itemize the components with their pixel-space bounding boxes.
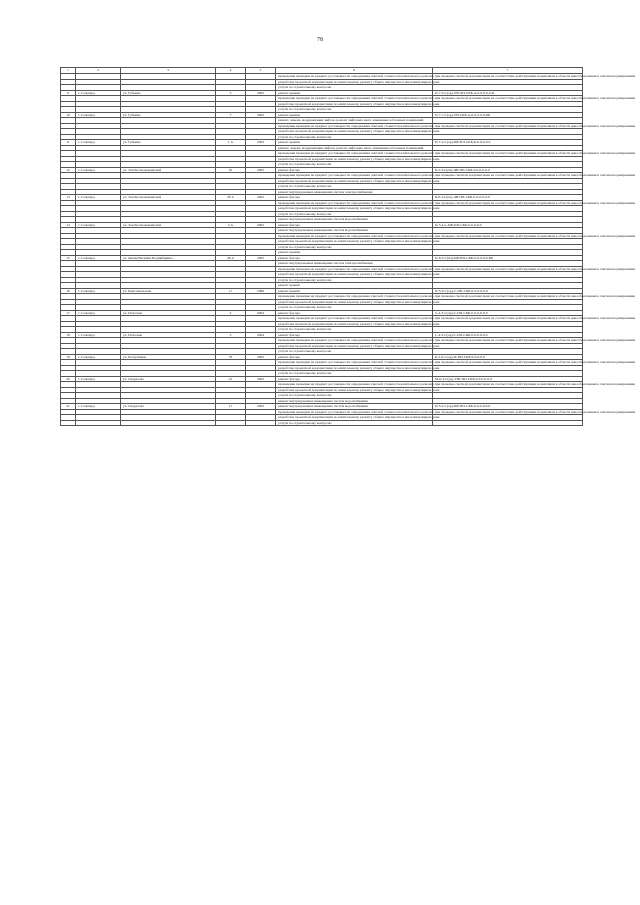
city-cell: г. Салехард <box>76 255 121 261</box>
building-code-cell: С-4-3-С(ор)-С-ПП-СКБ-0-0-0-0-0-0 <box>433 310 583 316</box>
work-type-cell: услуги по строительному контролю <box>276 277 433 283</box>
work-type-cell: ремонт фасада <box>276 255 433 261</box>
building-code-cell: К-5-6-С(ор)-Ф-ПП-СКБ-0-0-0-0-0 <box>433 354 583 360</box>
work-type-cell: услуги по строительному контролю <box>276 420 433 426</box>
work-type-cell: проведение проверки на предмет достоверности определения сметной стоимости капитального ремонта при проверке сметной документации на соответствие действующим нормативам в области ценообразования в сметном нормировании <box>276 382 433 388</box>
work-type-cell: услуги по строительному контролю <box>276 85 433 91</box>
house-cell: 2 <box>216 310 246 316</box>
work-type-cell: разработка проектной документации по капитальному ремонту общего имущества в многоквартирном доме <box>276 415 433 421</box>
row-number-cell: 17 <box>61 310 76 316</box>
building-code-cell: М-6-4-С(ор)-УШ-ПП-СКБ-0-0-0-0-0-0 <box>433 376 583 382</box>
work-type-cell: ремонт крыши <box>276 140 433 146</box>
work-type-cell: разработка проектной документации по капитальному ремонту общего имущества в многоквартирном доме <box>276 299 433 305</box>
row-number-cell: 10 <box>61 112 76 118</box>
work-type-cell: проведение проверки на предмет достоверности определения сметной стоимости капитального ремонта при проверке сметной документации на соответствие действующим нормативам в области ценообразования в сметном нормировании <box>276 151 433 157</box>
work-type-cell: разработка проектной документации по капитальному ремонту общего имущества в многоквартирном доме <box>276 365 433 371</box>
row-number-cell: 13 <box>61 195 76 201</box>
work-type-cell: ремонт фасада <box>276 376 433 382</box>
building-code-cell: С-4-3-С(ор)-С-ПП-СКБ-0-0-0-0-0-0 <box>433 332 583 338</box>
work-type-cell: ремонт фасада <box>276 332 433 338</box>
house-cell: 3 <box>216 332 246 338</box>
work-type-cell: разработка проектной документации по капитальному ремонту общего имущества в многоквартирном доме <box>276 321 433 327</box>
work-type-cell: услуги по строительному контролю <box>276 305 433 311</box>
column-header: 6 <box>276 68 433 74</box>
year-cell: 1999 <box>246 288 276 294</box>
year-cell: 2002 <box>246 222 276 228</box>
city-cell: г. Салехард <box>76 112 121 118</box>
work-type-cell: ремонт крыши <box>276 288 433 294</box>
year-cell: 2002 <box>246 376 276 382</box>
work-type-cell: ремонт внутридомовых инженерных систем водоснабжения <box>276 228 433 234</box>
work-type-cell: ремонт фасада <box>276 222 433 228</box>
work-type-cell: разработка проектной документации по капитальному ремонту общего имущества в многоквартирном доме <box>276 239 433 245</box>
year-cell: 2002 <box>246 167 276 173</box>
work-type-cell: ремонт фасада <box>276 167 433 173</box>
work-type-cell: услуги по строительному контролю <box>276 134 433 140</box>
work-type-cell: разработка проектной документации по капитальному ремонту общего имущества в многоквартирном доме <box>276 272 433 278</box>
house-cell: 45 <box>216 167 246 173</box>
city-cell: г. Салехард <box>76 288 121 294</box>
year-cell: 2002 <box>246 255 276 261</box>
work-type-cell: ремонт фасада <box>276 195 433 201</box>
city-cell: г. Салехард <box>76 404 121 410</box>
row-number-cell: 12 <box>61 167 76 173</box>
city-cell: г. Салехард <box>76 167 121 173</box>
city-cell: г. Салехард <box>76 310 121 316</box>
building-code-cell: П-7-5-С(ор)-УВ-ЛП-СКБ-А-0-0-0-0-0-К <box>433 90 583 96</box>
work-type-cell: услуги по строительному контролю <box>276 349 433 355</box>
work-type-cell: ремонт, замена, модернизация лифтов, ремонт лифтовых шахт, машинных и блочных помещений <box>276 145 433 151</box>
street-cell: ул. Зои Космодемьянской <box>121 195 216 201</box>
work-type-cell: проведение проверки на предмет достоверности определения сметной стоимости капитального ремонта при проверке сметной документации на соответствие действующим нормативам в области ценообразования в сметном нормировании <box>276 233 433 239</box>
work-type-cell: разработка проектной документации по капитальному ремонту общего имущества в многоквартирном доме <box>276 387 433 393</box>
empty-cell <box>216 420 246 426</box>
column-header: 4 <box>216 68 246 74</box>
house-cell: 5 А <box>216 222 246 228</box>
street-cell: ул. Зои Космодемьянской <box>121 167 216 173</box>
work-type-cell: ремонт фасада <box>276 310 433 316</box>
work-type-cell: проведение проверки на предмет достоверности определения сметной стоимости капитального ремонта при проверке сметной документации на соответствие действующим нормативам в области ценообразования в сметном нормировании <box>276 200 433 206</box>
page-number: 78 <box>317 37 323 43</box>
work-type-cell: проведение проверки на предмет достоверности определения сметной стоимости капитального ремонта при проверке сметной документации на соответствие действующим нормативам в области ценообразования в сметном нормировании <box>276 338 433 344</box>
house-cell: 41 <box>216 376 246 382</box>
street-cell: ул. Зои Космодемьянской <box>121 222 216 228</box>
row-number-cell: 9 <box>61 90 76 96</box>
work-type-cell: услуги по строительному контролю <box>276 393 433 399</box>
column-header: 3 <box>121 68 216 74</box>
city-cell: г. Салехард <box>76 332 121 338</box>
building-code-cell: Б-6-3-С(пч)-ДВ-ПП-СКБ-0-0-0-0-0-0 <box>433 195 583 201</box>
house-cell: 17 <box>216 288 246 294</box>
work-type-cell: проведение проверки на предмет достоверности определения сметной стоимости капитального ремонта при проверке сметной документации на соответствие действующим нормативам в области ценообразования в сметном нормировании <box>276 123 433 129</box>
row-number-cell: 19 <box>61 354 76 360</box>
house-cell: 5 <box>216 90 246 96</box>
work-type-cell: проведение проверки на предмет достоверности определения сметной стоимости капитального ремонта при проверке сметной документации на соответствие действующим нормативам в области ценообразования в сметном нормировании <box>276 294 433 300</box>
city-cell: г. Салехард <box>76 195 121 201</box>
work-type-cell: разработка проектной документации по капитальному ремонту общего имущества в многоквартирном доме <box>276 343 433 349</box>
building-code-cell: Б-5-3-С(пч)-ЦВ-ПП-СКБ-0-0-0-0-0-0 <box>433 167 583 173</box>
work-type-cell: проведение проверки на предмет достоверности определения сметной стоимости капитального ремонта при проверке сметной документации на соответствие действующим нормативам в области ценообразования в сметном нормировании <box>276 409 433 415</box>
year-cell: 2004 <box>246 310 276 316</box>
work-type-cell: разработка проектной документации по капитальному ремонту общего имущества в многоквартирном доме <box>276 206 433 212</box>
street-cell: ул. Губкина <box>121 112 216 118</box>
street-cell: ул. Губкина <box>121 140 216 146</box>
work-type-cell: разработка проектной документации по капитальному ремонту общего имущества в многоквартирном доме <box>276 129 433 135</box>
building-code-cell: П-5-4-С-ЦВ-ПП-СКБ-0-0-0-0-0 <box>433 222 583 228</box>
building-code-cell: П-7-2-С(ор)-ЦВ-ПЛ-СКБ-Б-0-0-0-0-0 <box>433 140 583 146</box>
work-type-cell: проведение проверки на предмет достоверности определения сметной стоимости капитального ремонта при проверке сметной документации на соответствие действующим нормативам в области ценообразования в сметном нормировании <box>276 74 433 80</box>
work-type-cell: услуги по строительному контролю <box>276 107 433 113</box>
house-cell: 76 <box>216 354 246 360</box>
work-type-cell: ремонт фасада <box>276 354 433 360</box>
street-cell: ул. имени Василия Подшибякина <box>121 255 216 261</box>
work-type-cell: разработка проектной документации по капитальному ремонту общего имущества в многоквартирном доме <box>276 101 433 107</box>
city-cell: г. Салехард <box>76 376 121 382</box>
work-type-cell: услуги по строительному контролю <box>276 211 433 217</box>
empty-cell <box>433 420 583 426</box>
house-cell: 17 <box>216 404 246 410</box>
work-type-cell: ремонт крыши <box>276 250 433 256</box>
year-cell: 2002 <box>246 404 276 410</box>
column-header: 2 <box>76 68 121 74</box>
house-cell: 1 А <box>216 140 246 146</box>
column-header: 1 <box>61 68 76 74</box>
work-type-cell: проведение проверки на предмет достоверности определения сметной стоимости капитального ремонта при проверке сметной документации на соответствие действующим нормативам в области ценообразования в сметном нормировании <box>276 360 433 366</box>
column-header: 5 <box>246 68 276 74</box>
work-type-cell: проведение проверки на предмет достоверности определения сметной стоимости капитального ремонта при проверке сметной документации на соответствие действующим нормативам в области ценообразования в сметном нормировании <box>276 173 433 179</box>
house-cell: 39 А <box>216 195 246 201</box>
row-number-cell: 15 <box>61 255 76 261</box>
city-cell: г. Салехард <box>76 140 121 146</box>
building-code-cell: П-5-2-С(ор)-ЦВ-ПП-СКБ-0-0-0-0-0-0 <box>433 404 583 410</box>
work-type-cell: услуги по строительному контролю <box>276 327 433 333</box>
work-type-cell: ремонт внутридомовых инженерных систем электроснабжения <box>276 261 433 267</box>
street-cell: ул. Республики <box>121 354 216 360</box>
work-type-cell: ремонт внутридомовых инженерных систем водоснабжения <box>276 217 433 223</box>
building-code-cell: П-6-5-С(пч)-ЦВ-ПП-СКБ-0-0-0-0-0-КБ <box>433 255 583 261</box>
work-type-cell: услуги по строительному контролю <box>276 244 433 250</box>
building-code-cell: П-5-3-С(ор)-С-ПП-СКБ-0-0-0-0-0-0 <box>433 288 583 294</box>
empty-cell <box>76 420 121 426</box>
work-type-cell: ремонт внутридомовых инженерных систем водоснабжения <box>276 398 433 404</box>
empty-cell <box>61 420 76 426</box>
empty-cell <box>246 420 276 426</box>
work-type-cell: проведение проверки на предмет достоверности определения сметной стоимости капитального ремонта при проверке сметной документации на соответствие действующим нормативам в области ценообразования в сметном нормировании <box>276 96 433 102</box>
building-code-cell: П-7-7-С(ор)-УВ-СКБ-А-0-0-0-0-0-КБ <box>433 112 583 118</box>
table-row <box>61 420 583 426</box>
work-type-cell: разработка проектной документации по капитальному ремонту общего имущества в многоквартирном доме <box>276 178 433 184</box>
work-type-cell: ремонт, замена, модернизация лифтов, ремонт лифтовых шахт, машинных и блочных помещений <box>276 118 433 124</box>
work-type-cell: услуги по строительному контролю <box>276 162 433 168</box>
capital-repair-table <box>60 67 636 426</box>
street-cell: ул. Свердлова <box>121 376 216 382</box>
row-number-cell: 18 <box>61 332 76 338</box>
house-cell: 7 <box>216 112 246 118</box>
street-cell: ул. Комсомольская <box>121 288 216 294</box>
year-cell: 2002 <box>246 354 276 360</box>
work-type-cell: ремонт крыши <box>276 90 433 96</box>
year-cell: 2004 <box>246 332 276 338</box>
year-cell: 2002 <box>246 195 276 201</box>
work-type-cell: разработка проектной документации по капитальному ремонту общего имущества в многоквартирном доме <box>276 156 433 162</box>
column-header: 7 <box>433 68 583 74</box>
year-cell: 2003 <box>246 140 276 146</box>
city-cell: г. Салехард <box>76 354 121 360</box>
work-type-cell: ремонт крыши <box>276 283 433 289</box>
year-cell: 2002 <box>246 112 276 118</box>
work-type-cell: ремонт внутридомовых инженерных систем водоснабжения <box>276 404 433 410</box>
street-cell: ул. Свердлова <box>121 404 216 410</box>
work-type-cell: проведение проверки на предмет достоверности определения сметной стоимости капитального ремонта при проверке сметной документации на соответствие действующим нормативам в области ценообразования в сметном нормировании <box>276 316 433 322</box>
work-type-cell: ремонт внутридомовых инженерных систем электроснабжения <box>276 189 433 195</box>
row-number-cell: 11 <box>61 140 76 146</box>
work-type-cell: разработка проектной документации по капитальному ремонту общего имущества в многоквартирном доме <box>276 79 433 85</box>
work-type-cell: ремонт крыши <box>276 112 433 118</box>
row-number-cell: 16 <box>61 288 76 294</box>
work-type-cell: услуги по строительному контролю <box>276 184 433 190</box>
row-number-cell: 21 <box>61 404 76 410</box>
city-cell: г. Салехард <box>76 90 121 96</box>
row-number-cell: 14 <box>61 222 76 228</box>
house-cell: 46 А <box>216 255 246 261</box>
work-type-cell: проведение проверки на предмет достоверности определения сметной стоимости капитального ремонта при проверке сметной документации на соответствие действующим нормативам в области ценообразования в сметном нормировании <box>276 266 433 272</box>
empty-cell <box>121 420 216 426</box>
row-number-cell: 20 <box>61 376 76 382</box>
city-cell: г. Салехард <box>76 222 121 228</box>
year-cell: 2002 <box>246 90 276 96</box>
work-type-cell: услуги по строительному контролю <box>276 371 433 377</box>
street-cell: ул. Губкина <box>121 90 216 96</box>
street-cell: ул. Почтовая <box>121 310 216 316</box>
street-cell: ул. Почтовая <box>121 332 216 338</box>
